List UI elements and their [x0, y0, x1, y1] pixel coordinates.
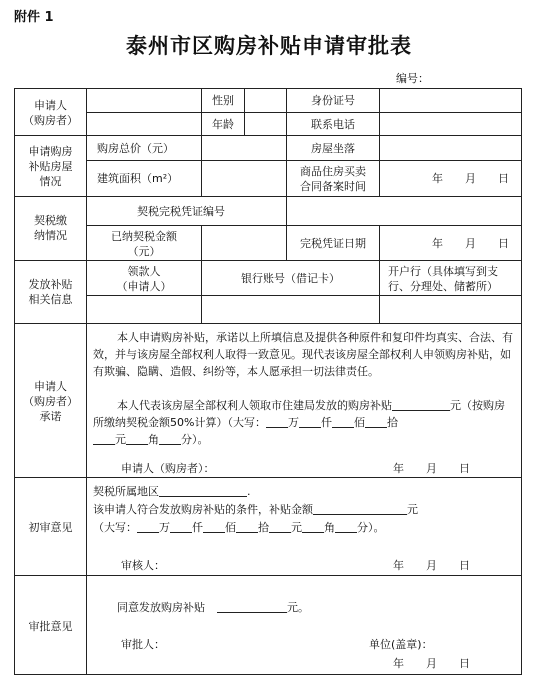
approval-agree-a: 同意发放购房补贴 — [117, 601, 205, 614]
commitment-label: 申请人 （购房者） 承诺 — [23, 380, 78, 423]
phone-label-cell — [286, 112, 380, 136]
voucher-date-label-cell — [286, 225, 380, 261]
tax-label-cell — [14, 196, 87, 261]
initial-review-line-1: 契税所属地区 . — [93, 485, 251, 498]
location-field[interactable] — [379, 135, 522, 161]
paid-amount-label-cell — [86, 225, 202, 261]
initial-shi-unit: 拾 — [258, 521, 269, 534]
bai-unit: 佰 — [353, 416, 365, 429]
initial-wan-blank[interactable] — [137, 520, 159, 533]
initial-review-line-2-a: 该申请人符合发放购房补贴的条件，补贴金额 — [93, 503, 313, 516]
initial-review-line-2-b: 元 — [407, 503, 418, 516]
yuan-unit: 元 — [115, 433, 126, 446]
initial-review-line-2 — [93, 501, 418, 518]
commitment-signature: 申请人（购房者）： — [121, 462, 215, 475]
age-label-cell — [201, 112, 245, 136]
id-number-field[interactable] — [379, 88, 522, 113]
initial-fen-blank[interactable] — [335, 520, 357, 533]
gender-label: 性别 — [212, 94, 234, 107]
approval-amount-blank[interactable] — [217, 600, 287, 613]
location-label: 房屋坐落 — [311, 142, 355, 155]
reviewer-label: 审核人： — [121, 559, 165, 572]
applicant-name-field[interactable] — [86, 88, 202, 113]
fen-unit: 分）。 — [181, 433, 209, 446]
unit-seal-label: 单位(盖章)： — [369, 638, 433, 651]
voucher-date: 年 月 日 — [432, 237, 509, 250]
payee-label: 领款人 （申请人） — [116, 265, 172, 293]
bank-account-label: 银行账号（借记卡） — [241, 272, 340, 285]
initial-qian-blank[interactable] — [170, 520, 192, 533]
approval-label: 审批意见 — [28, 620, 73, 633]
district-label: 契税所属地区 — [93, 485, 159, 498]
tax-label: 契税缴 纳情况 — [34, 214, 67, 242]
age-field[interactable] — [244, 112, 287, 136]
serial-number-label: 编号： — [396, 72, 429, 85]
bai-blank[interactable] — [332, 415, 354, 428]
payee-field[interactable] — [86, 295, 202, 324]
voucher-date-label: 完税凭证日期 — [300, 237, 366, 250]
approval-label-cell — [14, 575, 87, 675]
initial-wan-unit: 万 — [159, 521, 170, 534]
voucher-no-field[interactable] — [286, 196, 522, 226]
initial-bai-unit: 佰 — [225, 521, 236, 534]
bank-account-label-cell — [201, 260, 380, 296]
initial-review-label: 初审意见 — [28, 521, 73, 534]
commitment-content-cell — [86, 323, 522, 478]
bank-label: 开户行（具体填写到支 行、分理处、储蓄所） — [388, 265, 498, 293]
initial-yuan-blank[interactable] — [269, 520, 291, 533]
area-label-cell — [86, 160, 202, 197]
bank-field[interactable] — [379, 295, 522, 324]
initial-qian-unit: 仟 — [192, 521, 203, 534]
page-title: 泰州市区购房补贴申请审批表 — [126, 33, 412, 58]
age-label: 年龄 — [212, 118, 234, 131]
applicant-label-cell — [14, 88, 87, 136]
voucher-no-label-cell — [86, 196, 287, 226]
approver-label: 审批人： — [121, 638, 165, 651]
record-time-label: 商品住房买卖 合同备案时间 — [300, 165, 366, 193]
record-time-label-cell — [286, 160, 380, 197]
commitment-date: 年 月 日 — [393, 462, 470, 475]
payment-label-cell — [14, 260, 87, 324]
initial-jiao-unit: 角 — [324, 521, 335, 534]
yuan-blank[interactable] — [93, 432, 115, 445]
commitment-p2-a: 本人代表该房屋全部权利人领取市住建局发放的购房补贴 — [117, 399, 392, 412]
record-date: 年 月 日 — [432, 172, 509, 185]
phone-field[interactable] — [379, 112, 522, 136]
shi-unit: 拾 — [386, 416, 398, 429]
bank-account-field[interactable] — [201, 295, 380, 324]
total-price-field[interactable] — [201, 135, 287, 161]
subsidy-amount-blank[interactable] — [392, 398, 450, 411]
qian-unit: 仟 — [320, 416, 332, 429]
id-number-label: 身份证号 — [311, 94, 355, 107]
initial-jiao-blank[interactable] — [302, 520, 324, 533]
jiao-blank[interactable] — [126, 432, 148, 445]
qian-blank[interactable] — [299, 415, 321, 428]
initial-shi-blank[interactable] — [236, 520, 258, 533]
initial-review-line-3 — [93, 519, 385, 536]
id-number-label-cell — [286, 88, 380, 113]
area-field[interactable] — [201, 160, 287, 197]
initial-yuan-unit: 元 — [291, 521, 302, 534]
initial-open: （大写： — [93, 521, 137, 534]
record-date-field[interactable] — [379, 160, 522, 197]
initial-fen-unit: 分）。 — [357, 521, 385, 534]
wan-blank[interactable] — [266, 415, 288, 428]
commitment-paragraph-2 — [93, 397, 515, 448]
paid-amount-label: 已纳契税金额 （元） — [111, 230, 177, 258]
district-blank[interactable] — [159, 484, 247, 497]
payment-label: 发放补贴 相关信息 — [28, 278, 73, 306]
location-label-cell — [286, 135, 380, 161]
initial-bai-blank[interactable] — [203, 520, 225, 533]
applicant-name-field-2[interactable] — [86, 112, 202, 136]
approval-agree-b: 元。 — [287, 601, 309, 614]
initial-review-content-cell — [86, 477, 522, 576]
total-price-label-cell — [86, 135, 202, 161]
commitment-label-cell — [14, 323, 87, 478]
house-label-cell — [14, 135, 87, 197]
total-price-label: 购房总价（元） — [97, 142, 174, 155]
approval-content-cell — [86, 575, 522, 675]
shi-blank[interactable] — [365, 415, 387, 428]
attachment-label: 附件 1 — [14, 10, 54, 25]
jiao-unit: 角 — [148, 433, 159, 446]
approval-line — [117, 599, 309, 616]
voucher-date-field[interactable] — [379, 225, 522, 261]
initial-review-date: 年 月 日 — [393, 559, 470, 572]
initial-subsidy-blank[interactable] — [313, 502, 407, 515]
payee-label-cell — [86, 260, 202, 296]
wan-unit: 万 — [287, 416, 299, 429]
area-label: 建筑面积（m²） — [97, 172, 179, 185]
house-label: 申请购房 补贴房屋 情况 — [28, 145, 73, 188]
paid-amount-field[interactable] — [201, 225, 287, 261]
approval-date: 年 月 日 — [393, 657, 470, 670]
initial-review-label-cell — [14, 477, 87, 576]
commitment-paragraph-1: 本人申请购房补贴，承诺以上所填信息及提供各种原件和复印件均真实、合法、有效，并与该房屋全部权利人取得一致意见。现代表该房屋全部权利人申领购房补贴，如有欺骗、隐瞒、造假、纠纷等，本人愿承担一切法律责任。 — [93, 331, 513, 378]
applicant-label: 申请人 （购房者） — [23, 99, 78, 127]
fen-blank[interactable] — [159, 432, 181, 445]
phone-label: 联系电话 — [311, 118, 355, 131]
voucher-no-label: 契税完税凭证编号 — [137, 205, 225, 218]
gender-label-cell — [201, 88, 245, 113]
bank-label-cell — [379, 260, 522, 296]
gender-field[interactable] — [244, 88, 287, 113]
commitment-p2-b: 元（按购房所缴纳契税金额50%计算）（大写： — [93, 399, 505, 429]
